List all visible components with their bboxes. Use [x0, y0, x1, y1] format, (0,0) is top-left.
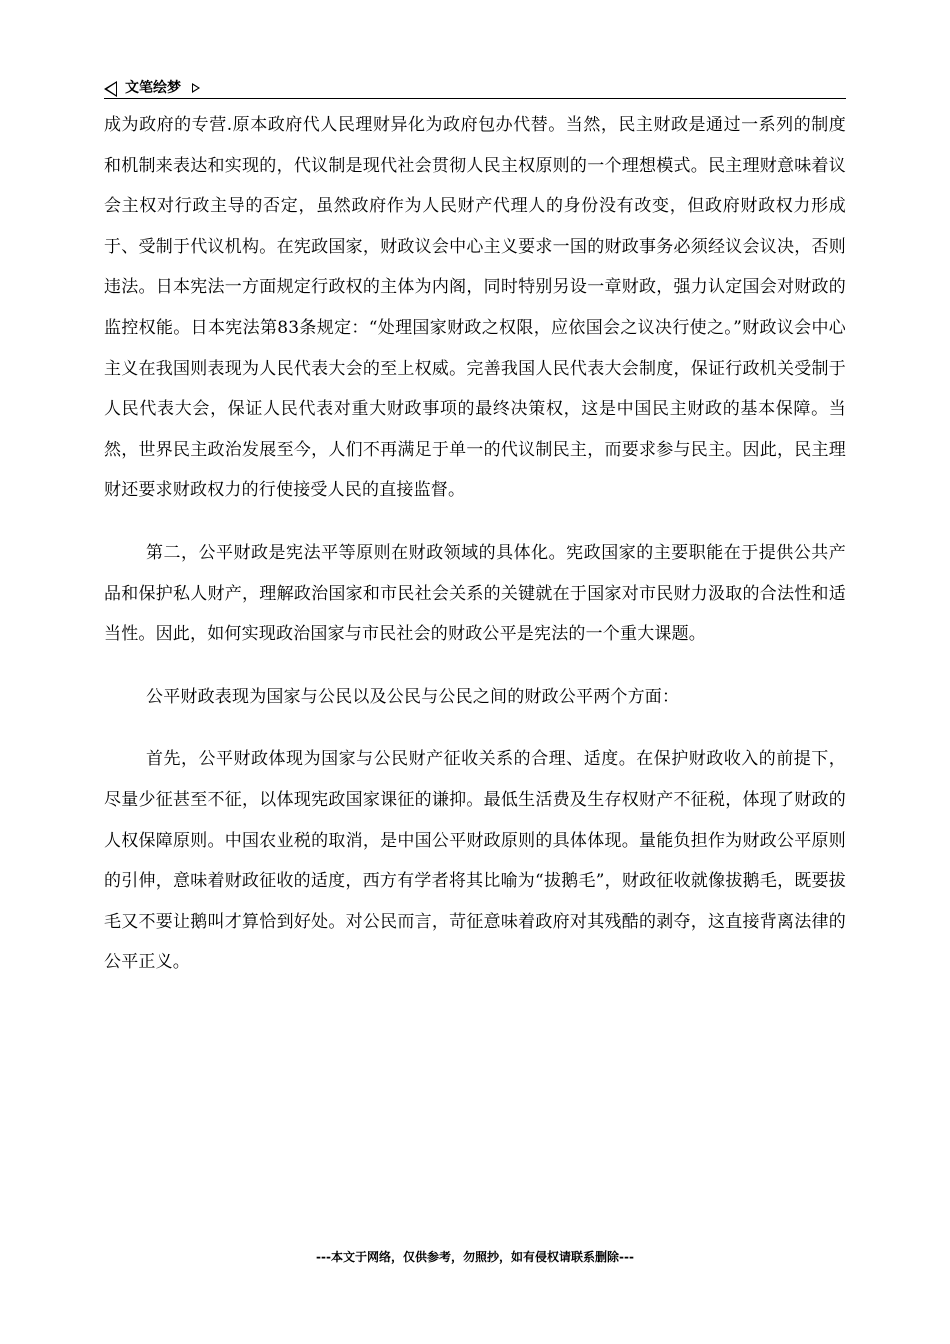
paragraph-gap — [104, 717, 846, 739]
header-divider — [104, 98, 846, 99]
paragraph-2: 第二，公平财政是宪法平等原则在财政领域的具体化。宪政国家的主要职能在于提供公共产品和保护私人财产，理解政治国家和市民社会关系的关键就在于国家对市民财力汲取的合法性和适当性。因此，如何实现政治国家与市民社会的财政公平是宪法的一个重大课题。 — [104, 542, 846, 645]
paragraph-3: 公平财政表现为国家与公民以及公民与公民之间的财政公平两个方面： — [146, 686, 680, 707]
paragraph-4: 首先，公平财政体现为国家与公民财产征收关系的合理、适度。在保护财政收入的前提下，尽量少征甚至不征，以体现宪政国家课征的谦抑。最低生活费及生存权财产不征税，体现了财政的人权保障原则。中国农业税的取消，是中国公平财政原则的具体体现。量能负担作为财政公平原则的引伸，意味着财政征收的适度，西方有学者将其比喻为“拔鹅毛”，财政征收就像拔鹅毛，既要拔毛又不要让鹅叫才算恰到好处。对公民而言，苛征意味着政府对其残酷的剥夺，这直接背离法律的公平正义。 — [104, 749, 846, 973]
document-body — [104, 105, 846, 983]
paragraph-1: 成为政府的专营.原本政府代人民理财异化为政府包办代替。当然，民主财政是通过一系列的制度和机制来表达和实现的，代议制是现代社会贯彻人民主权原则的一个理想模式。民主理财意味着议会主权对行政主导的否定，虽然政府作为人民财产代理人的身份没有改变，但政府财政权力形成于、受制于代议机构。在宪政国家，财政议会中心主义要求一国的财政事务必须经议会议决，否则违法。日本宪法一方面规定行政权的主体为内阁，同时特别另设一章财政，强力认定国会对财政的监控权能。日本宪法第83条规定：“处理国家财政之权限，应依国会之议决行使之。”财政议会中心主义在我国则表现为人民代表大会的至上权威。完善我国人民代表大会制度，保证行政机关受制于人民代表大会，保证人民代表对重大财政事项的最终决策权，这是中国民主财政的基本保障。当然，世界民主政治发展至今，人们不再满足于单一的代议制民主，而要求参与民主。因此，民主理财还要求财政权力的行使接受人民的直接监督。 — [104, 115, 846, 501]
paragraph-gap — [104, 511, 846, 533]
header-title: 文笔绘梦 — [125, 80, 181, 96]
paragraph-gap — [104, 655, 846, 677]
page-header — [104, 78, 846, 98]
page-footer: ---本文于网络，仅供参考，勿照抄，如有侵权请联系删除--- — [316, 1250, 634, 1264]
triangle-right-icon-inner — [193, 85, 198, 91]
triangle-left-icon-inner — [107, 83, 116, 95]
